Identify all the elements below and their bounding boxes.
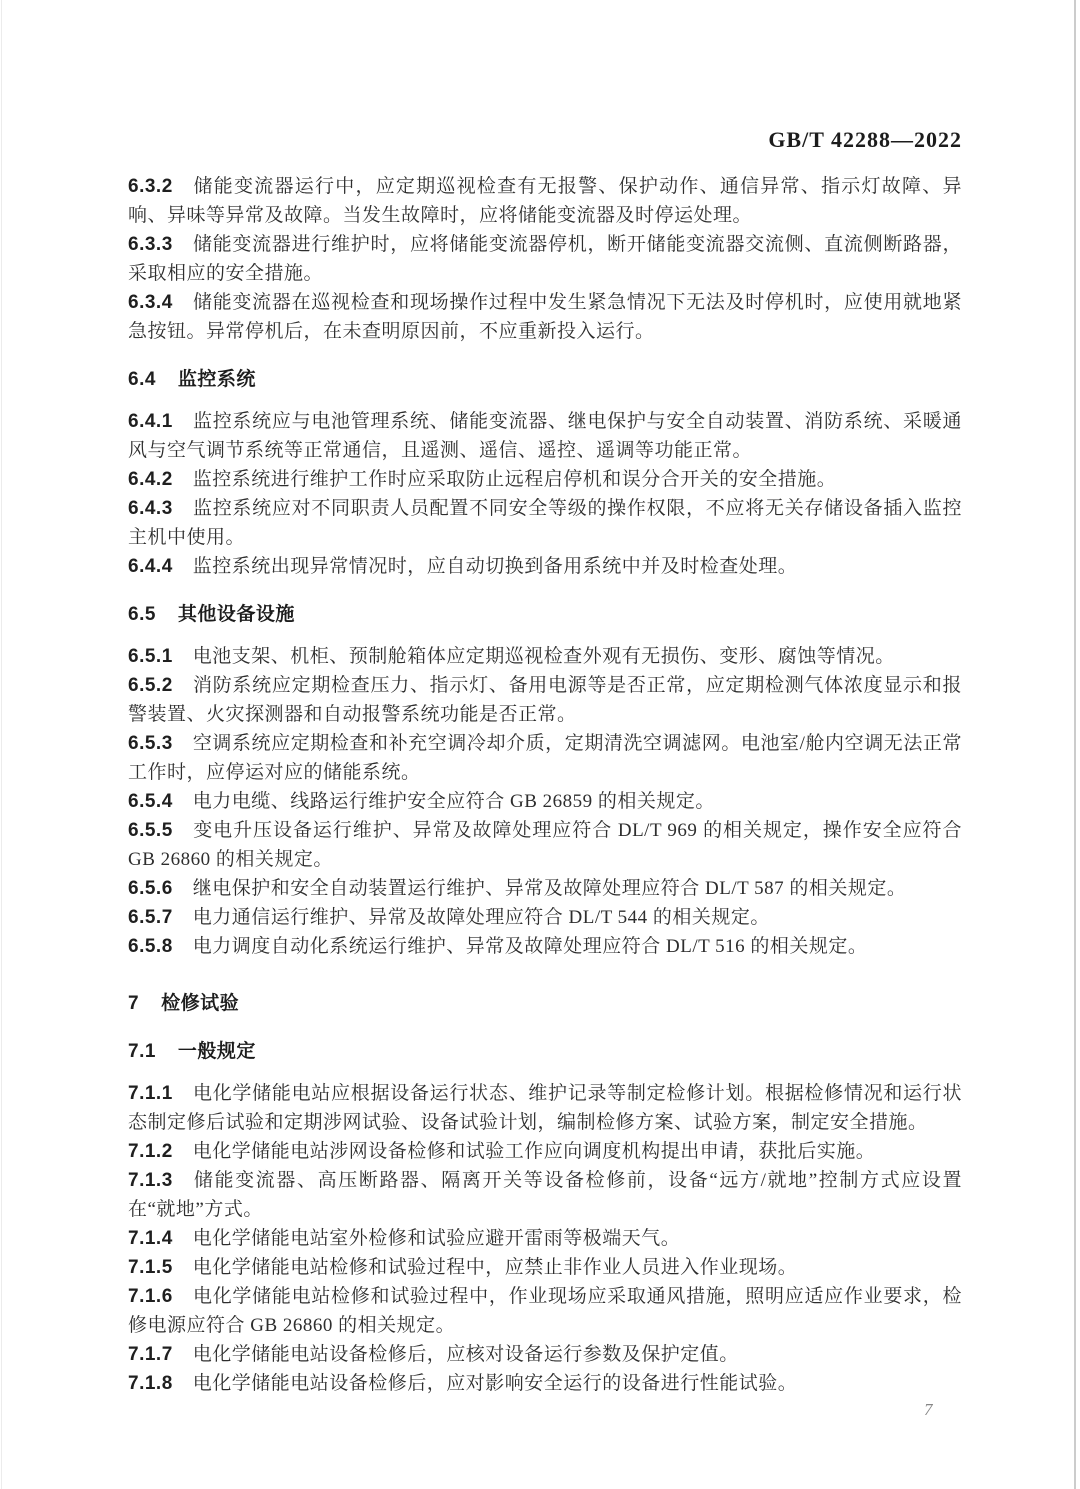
clause-paragraph [128, 1166, 962, 1224]
clause-paragraph [128, 1224, 962, 1253]
clause-number: 6.5.7 [128, 907, 173, 928]
clause-text: 电化学储能电站涉网设备检修和试验工作应向调度机构提出申请，获批后实施。 [192, 1141, 876, 1162]
standard-number-header: GB/T 42288—2022 [768, 127, 962, 152]
clause-paragraph [128, 1079, 962, 1137]
clause-text: 储能变流器在巡视检查和现场操作过程中发生紧急情况下无法及时停机时，应使用就地紧急按钮。异常停机后，在未查明原因前，不应重新投入运行。 [128, 292, 962, 342]
clause-number: 7.1.2 [128, 1141, 173, 1162]
clause-text: 电化学储能电站检修和试验过程中，作业现场应采取通风措施，照明应适应作业要求，检修电源应符合 GB 26860 的相关规定。 [128, 1286, 962, 1336]
clause-number: 6.4.2 [128, 469, 173, 490]
clause-number: 7.1.7 [128, 1344, 173, 1365]
clause-paragraph [128, 1253, 962, 1282]
clause-text: 监控系统应与电池管理系统、储能变流器、继电保护与安全自动装置、消防系统、采暖通风与空气调节系统等正常通信，且遥测、遥信、遥控、遥调等功能正常。 [128, 411, 962, 461]
page-left-edge [1, 0, 2, 1489]
clause-number: 7 [128, 993, 140, 1014]
page-right-edge [1074, 0, 1076, 1489]
clause-number: 7.1.1 [128, 1083, 173, 1104]
clause-number: 6.5.8 [128, 936, 173, 957]
clause-paragraph [128, 552, 962, 581]
clause-text: 电池支架、机柜、预制舱箱体应定期巡视检查外观有无损伤、变形、腐蚀等情况。 [192, 646, 895, 667]
clause-text: 电力通信运行维护、异常及故障处理应符合 DL/T 544 的相关规定。 [192, 907, 770, 928]
clause-number: 7.1.3 [128, 1170, 173, 1191]
clause-number: 7.1.8 [128, 1373, 173, 1394]
clause-text: 监控系统 [177, 369, 256, 390]
clause-number: 6.3.4 [128, 292, 173, 313]
clause-text: 监控系统进行维护工作时应采取防止远程启停机和误分合开关的安全措施。 [192, 469, 837, 490]
clause-text: 电化学储能电站设备检修后，应对影响安全运行的设备进行性能试验。 [192, 1373, 798, 1394]
clause-paragraph [128, 465, 962, 494]
clause-paragraph [128, 1340, 962, 1369]
clause-paragraph [128, 172, 962, 230]
clause-paragraph [128, 1369, 962, 1398]
clause-text: 储能变流器运行中，应定期巡视检查有无报警、保护动作、通信异常、指示灯故障、异响、异味等异常及故障。当发生故障时，应将储能变流器及时停运处理。 [128, 176, 962, 226]
clause-number: 6.5.4 [128, 791, 173, 812]
clause-text: 电化学储能电站应根据设备运行状态、维护记录等制定检修计划。根据检修情况和运行状态制定修后试验和定期涉网试验、设备试验计划，编制检修方案、试验方案，制定安全措施。 [128, 1083, 962, 1133]
clause-number: 7.1 [128, 1041, 156, 1062]
clause-text: 电化学储能电站室外检修和试验应避开雷雨等极端天气。 [192, 1228, 681, 1249]
section-heading [128, 600, 962, 629]
clause-text: 监控系统应对不同职责人员配置不同安全等级的操作权限，不应将无关存储设备插入监控主机中使用。 [128, 498, 962, 548]
clause-number: 6.4.1 [128, 411, 173, 432]
clause-text: 消防系统应定期检查压力、指示灯、备用电源等是否正常，应定期检测气体浓度显示和报警装置、火灾探测器和自动报警系统功能是否正常。 [128, 675, 962, 725]
clause-text: 电化学储能电站检修和试验过程中，应禁止非作业人员进入作业现场。 [192, 1257, 798, 1278]
clause-text: 一般规定 [177, 1041, 256, 1062]
clause-text: 其他设备设施 [177, 604, 295, 625]
clause-text: 电力电缆、线路运行维护安全应符合 GB 26859 的相关规定。 [192, 791, 715, 812]
clause-number: 6.5.3 [128, 733, 173, 754]
section-heading [128, 365, 962, 394]
clause-paragraph [128, 874, 962, 903]
clause-number: 6.5.1 [128, 646, 173, 667]
clause-number: 6.4.4 [128, 556, 173, 577]
clause-paragraph [128, 932, 962, 961]
clause-paragraph [128, 671, 962, 729]
clause-number: 6.4 [128, 369, 156, 390]
clause-paragraph [128, 494, 962, 552]
clause-paragraph [128, 1282, 962, 1340]
clause-paragraph [128, 787, 962, 816]
clause-paragraph [128, 729, 962, 787]
chapter-heading [128, 989, 962, 1018]
clause-paragraph [128, 1137, 962, 1166]
clause-text: 监控系统出现异常情况时，应自动切换到备用系统中并及时检查处理。 [192, 556, 798, 577]
clause-paragraph [128, 816, 962, 874]
document-content [128, 172, 962, 1398]
clause-text: 储能变流器进行维护时，应将储能变流器停机，断开储能变流器交流侧、直流侧断路器，采取相应的安全措施。 [128, 234, 962, 284]
clause-number: 6.5.2 [128, 675, 173, 696]
clause-text: 检修试验 [161, 993, 240, 1014]
clause-text: 空调系统应定期检查和补充空调冷却介质，定期清洗空调滤网。电池室/舱内空调无法正常工作时，应停运对应的储能系统。 [128, 733, 962, 783]
clause-number: 6.3.2 [128, 176, 173, 197]
clause-number: 6.5 [128, 604, 156, 625]
clause-paragraph [128, 288, 962, 346]
clause-number: 6.3.3 [128, 234, 173, 255]
clause-text: 电化学储能电站设备检修后，应核对设备运行参数及保护定值。 [192, 1344, 739, 1365]
clause-number: 7.1.5 [128, 1257, 173, 1278]
section-heading [128, 1037, 962, 1066]
clause-number: 6.5.5 [128, 820, 173, 841]
clause-text: 继电保护和安全自动装置运行维护、异常及故障处理应符合 DL/T 587 的相关规定。 [192, 878, 907, 899]
clause-number: 7.1.6 [128, 1286, 173, 1307]
clause-text: 变电升压设备运行维护、异常及故障处理应符合 DL/T 969 的相关规定，操作安全应符合 GB 26860 的相关规定。 [128, 820, 962, 870]
clause-paragraph [128, 642, 962, 671]
clause-paragraph [128, 230, 962, 288]
clause-text: 电力调度自动化系统运行维护、异常及故障处理应符合 DL/T 516 的相关规定。 [192, 936, 868, 957]
clause-number: 6.5.6 [128, 878, 173, 899]
clause-number: 6.4.3 [128, 498, 173, 519]
clause-paragraph [128, 407, 962, 465]
clause-text: 储能变流器、高压断路器、隔离开关等设备检修前，设备“远方/就地”控制方式应设置在“就地”方式。 [128, 1170, 962, 1220]
page-number: 7 [924, 1400, 933, 1419]
clause-number: 7.1.4 [128, 1228, 173, 1249]
clause-paragraph [128, 903, 962, 932]
